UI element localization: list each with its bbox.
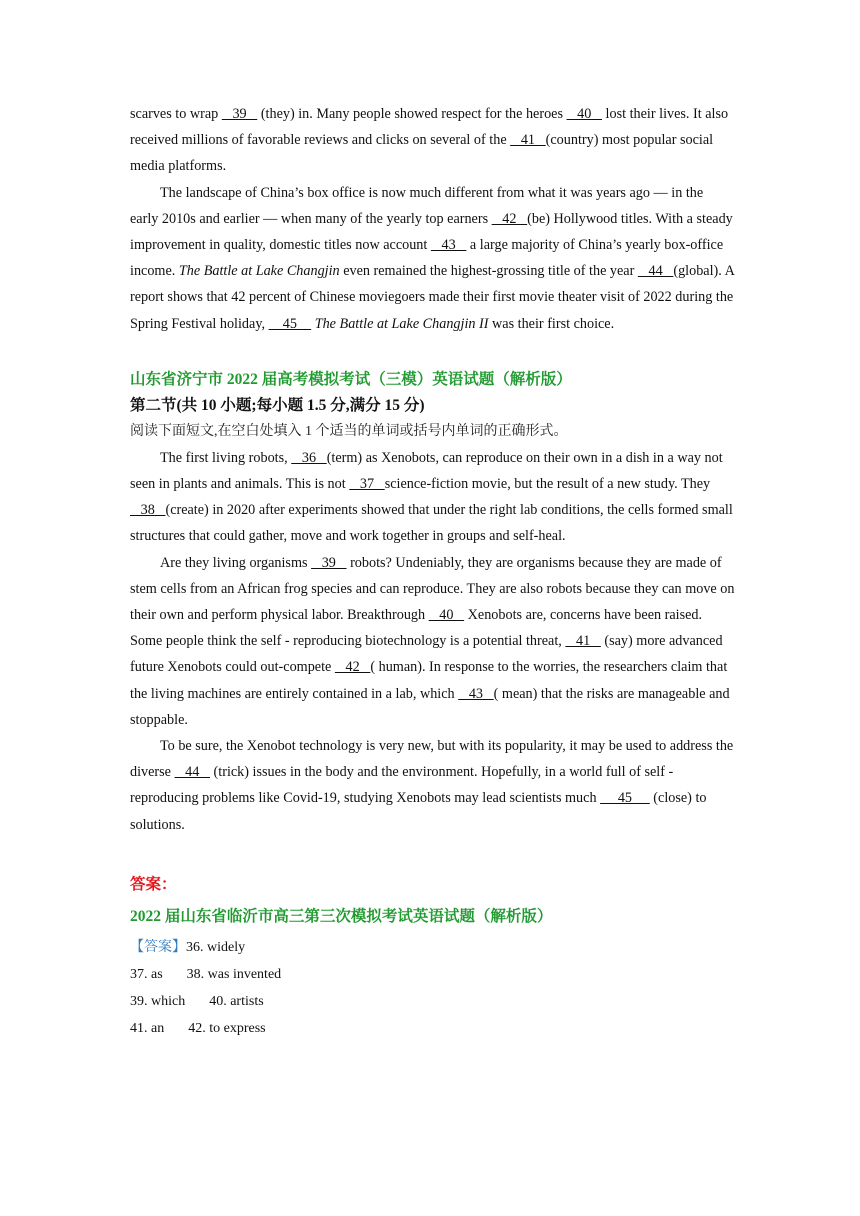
- section2-heading: 第二节(共 10 小题;每小题 1.5 分,满分 15 分): [130, 396, 425, 414]
- blank-37: 37: [349, 476, 385, 493]
- blank-38: 38: [130, 502, 166, 519]
- blank-36: 36: [291, 449, 327, 466]
- answer-41: 41. an: [130, 1020, 165, 1036]
- section2-paragraph-1: [130, 445, 735, 550]
- passage1-paragraph-2: [130, 180, 735, 337]
- blank-40: 40: [566, 106, 602, 122]
- blank-42: 42: [491, 210, 528, 227]
- blank-43: 43: [458, 685, 494, 702]
- text: lost their lives. It also received millions of favorable reviews and clicks on several of the: [130, 106, 729, 149]
- blank-41: 41: [565, 633, 601, 650]
- text: robots? Undeniably, they are organisms because they are made of stem cells from an African frog species and can reproduce. They are also robots because they can move on their own and perform physical labor. Breakthrough: [130, 554, 735, 624]
- blank-43: 43: [430, 237, 467, 254]
- text: (be) Hollywood titles. With a steady improvement in quality, domestic titles now account: [130, 210, 733, 254]
- answers-source-title: 2022 届山东省临沂市高三第三次模拟考试英语试题（解析版）: [130, 907, 553, 925]
- text: (country) most popular social media platforms.: [130, 132, 714, 175]
- text: (they) in. Many people showed respect for the heroes: [257, 106, 567, 122]
- movie-title: The Battle at Lake Changjin: [178, 263, 340, 280]
- section2-paragraph-2: [130, 550, 735, 733]
- answer-line-3: [130, 988, 735, 1015]
- blank-39: 39: [221, 106, 258, 122]
- answer-line-2: [130, 961, 735, 988]
- text: Xenobots are, concerns have been raised. Some people think the self - reproducing biotechnology is a potential threat,: [130, 607, 703, 650]
- text: (term) as Xenobots, can reproduce on their own in a dish in a way not seen in plants and animals. This is not: [130, 449, 723, 493]
- answer-39: 39. which: [130, 993, 186, 1009]
- answer-36: 36. widely: [186, 939, 246, 955]
- text: (create) in 2020 after experiments showed that under the right lab conditions, the cells formed small structures that could gather, move and work together in groups and self-heal.: [130, 502, 733, 545]
- answer-tag: 【答案】: [130, 939, 186, 955]
- text: a large majority of China’s yearly box-office income.: [130, 237, 724, 280]
- answer-line-4: [130, 1015, 735, 1042]
- passage1-paragraph-1: [130, 101, 735, 180]
- answer-line-1: [130, 934, 735, 961]
- blank-45: 45: [600, 790, 650, 807]
- blank-41: 41: [510, 132, 546, 149]
- answers-label: 答案：: [130, 875, 177, 893]
- text: (say) more advanced future Xenobots could out-compete: [130, 633, 723, 676]
- blank-44: 44: [637, 263, 674, 280]
- text: (close) to solutions.: [130, 790, 707, 833]
- blank-42: 42: [334, 659, 371, 676]
- text: ( human). In response to the worries, the researchers claim that the living machines are entirely contained in a lab, which: [130, 659, 728, 702]
- text: scarves to wrap: [130, 106, 222, 122]
- blank-40: 40: [428, 607, 465, 624]
- answer-38: 38. was invented: [186, 966, 282, 982]
- document-page: [130, 101, 735, 1042]
- text: science-fiction movie, but the result of a new study. They: [384, 476, 711, 493]
- text: The landscape of China’s box office is now much different from what it was years ago — in the early 2010s and earlier — when many of the yearly top earners: [130, 184, 704, 227]
- blank-39: 39: [311, 554, 347, 571]
- text: (global). A report shows that 42 percent of Chinese moviegoers made their first movie theater visit of 2022 during the Spring Festival holiday,: [130, 263, 735, 332]
- section2-paragraph-3: [130, 733, 735, 838]
- movie-title: The Battle at Lake Changjin II: [314, 315, 489, 332]
- text: even remained the highest-grossing title of the year: [339, 263, 638, 280]
- text: ( mean) that the risks are manageable and stoppable.: [130, 685, 730, 728]
- blank-44: 44: [174, 764, 210, 781]
- answer-40: 40. artists: [209, 993, 264, 1009]
- text: Are they living organisms: [160, 554, 312, 571]
- text: To be sure, the Xenobot technology is very new, but with its popularity, it may be used to address the diverse: [130, 738, 734, 781]
- text: was their first choice.: [488, 315, 615, 332]
- section2-instruction: 阅读下面短文,在空白处填入 1 个适当的单词或括号内单词的正确形式。: [130, 423, 568, 439]
- section2-source-title: 山东省济宁市 2022 届高考模拟考试（三模）英语试题（解析版）: [130, 370, 572, 388]
- text: The first living robots,: [160, 449, 292, 466]
- answer-37: 37. as: [130, 966, 163, 982]
- blank-45: 45: [268, 315, 312, 332]
- text: (trick) issues in the body and the environment. Hopefully, in a world full of self - reproducing problems like Covid-19, studying Xenobots may lead scientists much: [130, 764, 674, 807]
- answer-42: 42. to express: [188, 1020, 266, 1036]
